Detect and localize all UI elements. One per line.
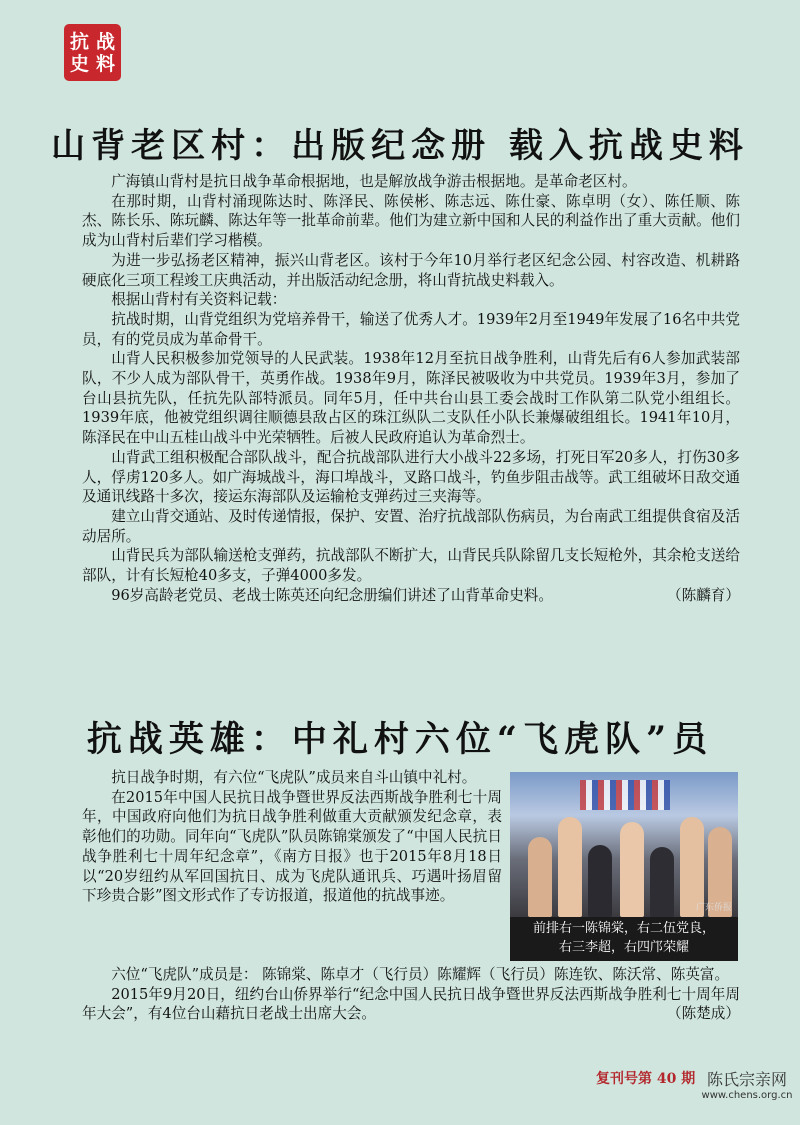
site-name: 陈氏宗亲网 xyxy=(706,1070,787,1089)
photo-watermark: 广东侨报 xyxy=(695,903,732,913)
person-figure xyxy=(558,817,582,917)
paragraph xyxy=(82,985,740,1024)
site-url: www.chens.org.cn xyxy=(701,1090,793,1101)
photo-caption xyxy=(510,917,738,961)
paragraph: 在那时期，山背村涌现陈达时、陈泽民、陈侯彬、陈志远、陈仕豪、陈卓明（女）、陈任顺、陈杰、陈长乐、陈玩麟、陈达年等一批革命前辈。他们为建立新中国和人民的利益作出了重大贡献。他们成为山背村后辈们学习楷模。 xyxy=(82,192,740,250)
person-figure xyxy=(588,845,612,917)
paragraph: 为进一步弘扬老区精神，振兴山背老区。该村于今年10月举行老区纪念公园、村容改造、机耕路硬底化三项工程竣工庆典活动，并出版活动纪念册，将山背抗战史料载入。 xyxy=(82,251,740,289)
caption-line: 前排右一陈锦棠，右二伍党良， xyxy=(532,921,715,936)
paragraph: 六位“飞虎队”成员是： 陈锦棠、陈卓才（飞行员）陈耀辉（飞行员）陈连钦、陈沃常、陈英富。 xyxy=(111,966,730,983)
article1-body xyxy=(82,172,740,605)
article1-title: 山背老区村：出版纪念册 载入抗战史料 xyxy=(51,126,749,166)
article1-author: （陈麟育） xyxy=(667,586,740,604)
paragraph: 山背人民积极参加党领导的人民武装。1938年12月至抗日战争胜利，山背先后有6人参加武装部队，不少人成为部队骨干，英勇作战。1938年9月，陈泽民被吸收为中共党员。1939年3月，参加了台山县抗先队，任抗先队部特派员。同年5月，任中共台山县工委会战时工作队第二队党小组组长。1939年底，他被党组织调往顺德县敌占区的珠江纵队二支队任小队长兼爆破组组长。1941年10月，陈泽民在中山五桂山战斗中光荣牺牲。后被人民政府追认为革命烈士。 xyxy=(82,350,740,447)
article2-title: 抗战英雄：中礼村六位“飞虎队”员 xyxy=(86,719,714,760)
paragraph: 山背民兵为部队输送枪支弹药，抗战部队不断扩大，山背民兵队除留几支长短枪外，其余枪支送给部队，计有长短枪40多支，子弹4000多发。 xyxy=(82,547,740,585)
paragraph: 在2015年中国人民抗日战争暨世界反法西斯战争胜利七十周年，中国政府向他们为抗日战争胜利做重大贡献颁发纪念章，表彰他们的功勋。同年向“飞虎队”队员陈锦棠颁发了“中国人民抗日战争胜利七十周年纪念章”，《南方日报》也于2015年8月18日以“20岁纽约从军回国抗日、成为飞虎队通讯兵、巧遇叶扬眉留下珍贵合影”图文形式作了专访报道，报道他的抗战事迹。 xyxy=(82,788,502,905)
paragraph: 根据山背村有关资料记载： xyxy=(111,291,287,309)
paragraph xyxy=(82,586,740,606)
paragraph-text: 2015年9月20日，纽约台山侨界举行“纪念中国人民抗日战争暨世界反法西斯战争胜利七十周年周年大会”，有4位台山藉抗日老战士出席大会。 xyxy=(82,985,740,1023)
paragraph-text: 96岁高龄老党员、老战士陈英还向纪念册编们讲述了山背革命史料。 xyxy=(111,586,553,604)
column-badge xyxy=(64,24,121,81)
site-watermark xyxy=(698,1067,796,1101)
person-figure xyxy=(620,822,644,917)
article2-body xyxy=(82,768,502,906)
person-figure xyxy=(650,847,674,917)
paragraph: 建立山背交通站、及时传递情报，保护、安置、治疗抗战部队伤病员，为台南武工组提供食宿及活动居所。 xyxy=(82,507,740,545)
person-figure xyxy=(528,837,552,917)
group-photo xyxy=(510,772,738,917)
badge-char: 史 xyxy=(69,52,89,75)
caption-line: 右三李超，右四邝荣耀 xyxy=(558,940,689,955)
badge-char: 料 xyxy=(95,52,115,75)
badge-char: 战 xyxy=(95,30,115,53)
paragraph: 山背武工组积极配合部队战斗，配合抗战部队进行大小战斗22多场，打死日军20多人，打伤30多人，俘虏120多人。如广海城战斗，海口埠战斗，叉路口战斗，钓鱼步阻击战等。武工组破坏日敌交通及通讯线路十多次，接运东海部队及运输枪支弹药过三夹海等。 xyxy=(82,448,740,506)
paragraph: 抗日战争时期，有六位“飞虎队”成员来自斗山镇中礼村。 xyxy=(111,769,477,786)
article2-body-full xyxy=(82,965,740,1024)
flags-decoration xyxy=(580,780,670,810)
issue-number: 复刊号第 40 期 xyxy=(596,1071,696,1087)
badge-char: 抗 xyxy=(69,30,89,53)
paragraph: 抗战时期，山背党组织为党培养骨干，输送了优秀人才。1939年2月至1949年发展了16名中共党员，有的党员成为革命骨干。 xyxy=(82,310,740,348)
article2-author: （陈楚成） xyxy=(667,1005,740,1023)
paragraph: 广海镇山背村是抗日战争革命根据地，也是解放战争游击根据地。是革命老区村。 xyxy=(111,173,637,190)
